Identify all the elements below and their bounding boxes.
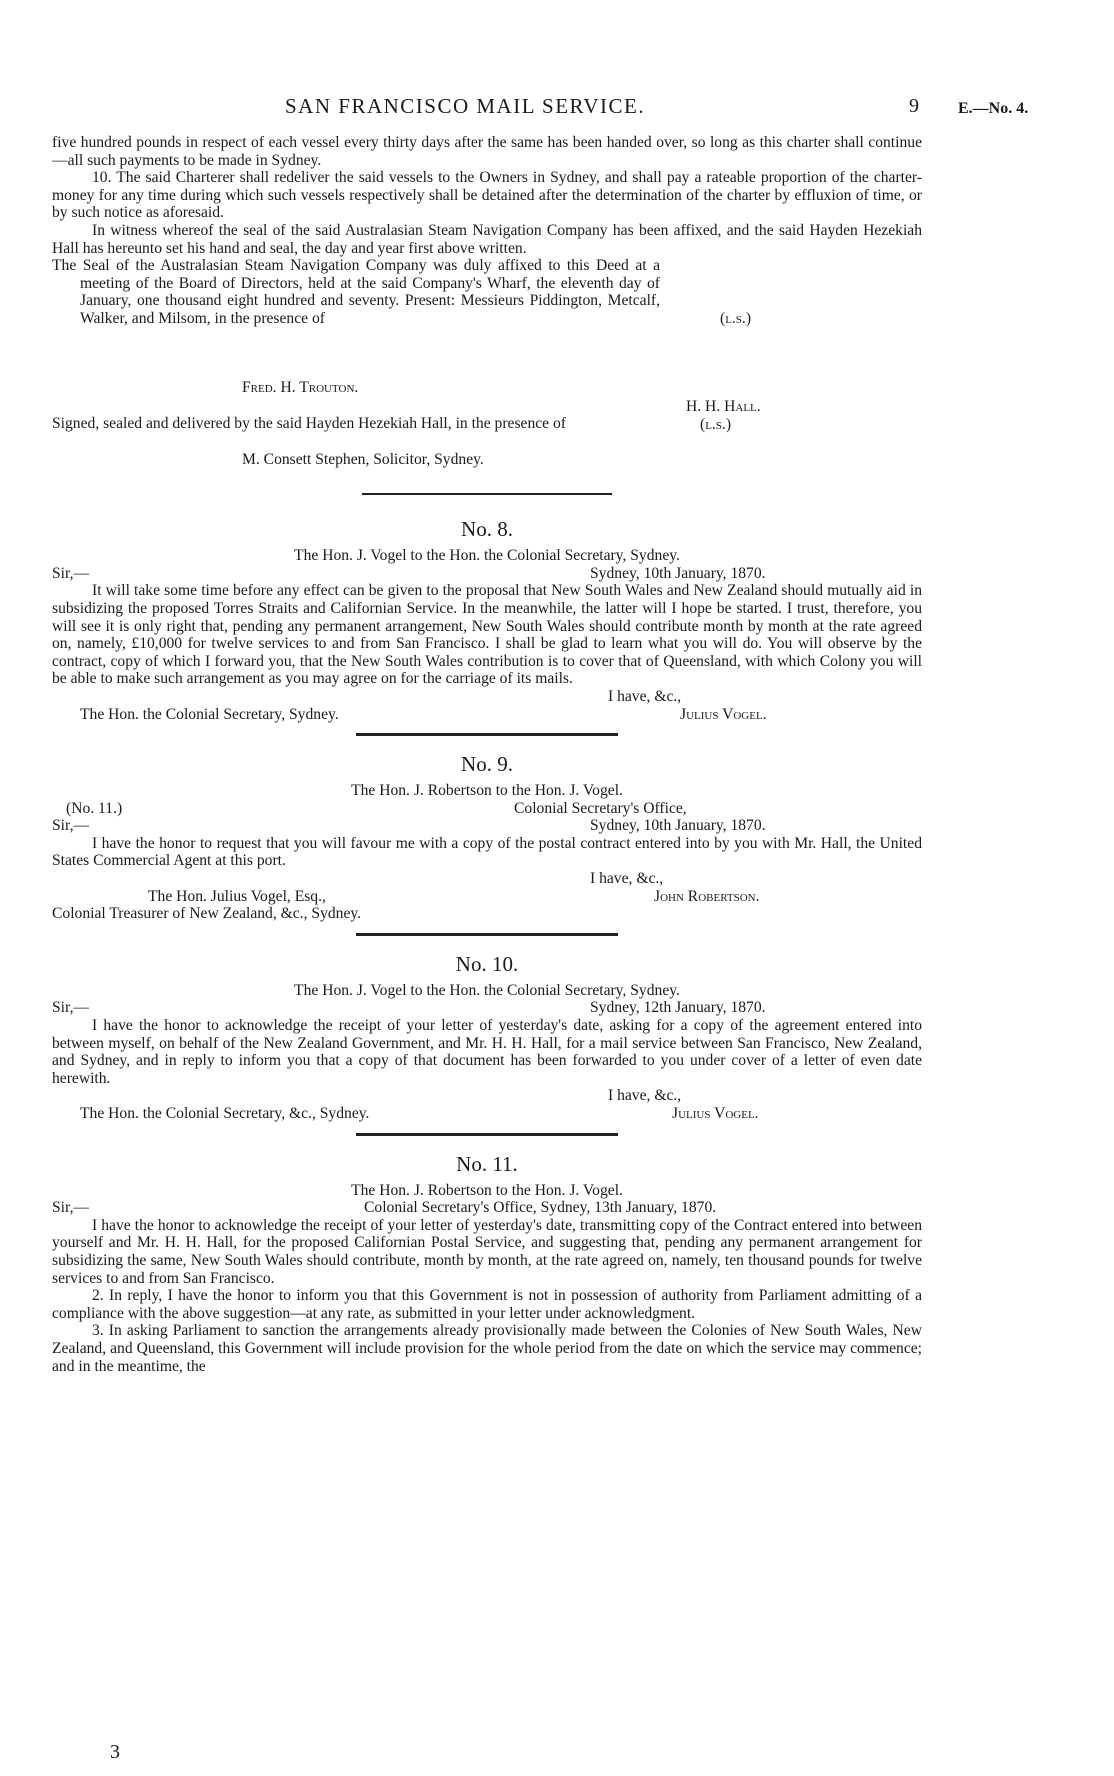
letter-heading: No. 10. xyxy=(455,951,519,976)
salutation: Sir,— xyxy=(52,564,90,582)
office: Colonial Secretary's Office, xyxy=(514,799,687,817)
letter-subhead: The Hon. J. Vogel to the Hon. the Colonial Secretary, Sydney. xyxy=(294,547,680,565)
letter-no-10 xyxy=(52,952,922,1123)
section-divider xyxy=(356,1133,618,1136)
salutation: Sir,— xyxy=(52,999,90,1017)
letter-subhead: The Hon. J. Robertson to the Hon. J. Vogel. xyxy=(351,1181,623,1199)
letter-body-para-1: I have the honor to acknowledge the receipt of your letter of yesterday's date, transmitting copy of the Contract entered into between yourself and Mr. H. H. Hall, for the proposed Californian Postal Service, and suggesting that, pending any permanent arrangement for subsidizing the same, New South Wales should contribute, month by month, at the rate agreed on, namely, ten thousand pounds for twelve services to and from San Francisco. xyxy=(52,1216,922,1287)
signed-witness: M. Consett Stephen, Solicitor, Sydney. xyxy=(242,451,484,469)
letter-subhead: The Hon. J. Vogel to the Hon. the Colonial Secretary, Sydney. xyxy=(294,981,680,999)
addressee: The Hon. the Colonial Secretary, &c., Sydney. xyxy=(80,1105,370,1122)
signature: John Robertson. xyxy=(654,887,760,905)
page-body xyxy=(52,134,922,1375)
letter-subhead: The Hon. J. Robertson to the Hon. J. Vogel. xyxy=(351,782,623,800)
page-header xyxy=(0,94,1114,124)
addressee: The Hon. the Colonial Secretary, Sydney. xyxy=(80,705,339,723)
closing: I have, &c., xyxy=(608,687,682,705)
addressee-line-2: Colonial Treasurer of New Zealand, &c., Sydney. xyxy=(52,905,362,923)
salutation: Sir,— xyxy=(52,1199,90,1217)
letter-heading: No. 8. xyxy=(461,517,513,542)
place-date: Sydney, 10th January, 1870. xyxy=(590,817,766,835)
paper-reference: E.—No. 4. xyxy=(958,100,1029,117)
deed-witness-clause: In witness whereof the seal of the said Australasian Steam Navigation Company has been affixed, and the said Hayden Hezekiah Hall has hereunto set his hand and seal, the day and year first above written. xyxy=(52,221,922,257)
letter-body-para-2: 2. In reply, I have the honor to inform you that this Government is not in possession of authority from Parliament admitting of a compliance with the above suggestion—at any rate, as submitted in your letter under acknowledgment. xyxy=(52,1287,922,1322)
section-divider xyxy=(362,493,612,495)
letter-number: (No. 11.) xyxy=(66,799,123,817)
letter-body-para-3: 3. In asking Parliament to sanction the arrangements already provisionally made between the Colonies of New South Wales, New Zealand, and Queensland, this Government will include provision for the whole period from the date on which the service may commence; and in the meantime, the xyxy=(52,1322,922,1375)
letter-body: I have the honor to request that you will favour me with a copy of the postal contract entered into by you with Mr. Hall, the United States Commercial Agent at this port. xyxy=(52,834,922,870)
seal-ls-1: (l.s.) xyxy=(720,310,752,328)
letter-body: I have the honor to acknowledge the receipt of your letter of yesterday's date, asking for a copy of the agreement entered into between myself, on behalf of the New Zealand Government, and Mr. H. H. Hall, for a mail service between San Francisco, New Zealand, and Sydney, and in reply to inform you that a copy of that document has been forwarded to you under cover of a letter of even date herewith. xyxy=(52,1017,922,1087)
letter-no-11 xyxy=(52,1152,922,1376)
signature: Julius Vogel. xyxy=(680,705,767,723)
seal-ls-2: (l.s.) xyxy=(700,416,732,434)
letter-body: It will take some time before any effect can be given to the proposal that New South Wales and New Zealand should mutually aid in subsidizing the proposed Torres Straits and Californian Service. In the meanwhile, the latter will I hope be started. I trust, therefore, you will see it is only right that, pending any permanent arrangement, New South Wales should contribute month by month at the rate agreed on, namely, £10,000 for twelve services to and from San Francisco. I shall be glad to learn what you will do. You will observe by the contract, copy of which I forward you, that the New South Wales contribution is to cover that of Queensland, with which Colony you will be able to make such arrangement as you may agree on for the carriage of its mails. xyxy=(52,582,922,688)
letter-heading: No. 9. xyxy=(461,752,513,777)
running-title: SAN FRANCISCO MAIL SERVICE. xyxy=(285,94,646,118)
deed-continuation: five hundred pounds in respect of each vessel every thirty days after the same has been handed over, so long as this charter shall continue—all such payments to be made in Sydney. xyxy=(52,134,922,169)
seal-text: The Seal of the Australasian Steam Navigation Company was duly affixed to this Deed at a meeting of the Board of Directors, held at the said Company's Wharf, the eleventh day of January, one thousand eight hundred and seventy. Present: Messieurs Piddington, Metcalf, Walker, and Milsom, in the presence of xyxy=(52,257,660,327)
place-date: Sydney, 12th January, 1870. xyxy=(590,999,766,1017)
page-number: 9 xyxy=(909,95,919,117)
signer-name: H. H. Hall. xyxy=(686,398,761,416)
seal-witness: Fred. H. Trouton. xyxy=(242,379,359,397)
closing: I have, &c., xyxy=(590,870,664,888)
addressee: The Hon. Julius Vogel, Esq., xyxy=(148,887,326,905)
letter-heading: No. 11. xyxy=(456,1151,518,1176)
closing: I have, &c., xyxy=(608,1087,682,1105)
salutation: Sir,— xyxy=(52,817,90,835)
seal-block xyxy=(52,257,922,479)
section-divider xyxy=(356,733,618,736)
signed-text: Signed, sealed and delivered by the said Hayden Hezekiah Hall, in the presence of xyxy=(52,415,566,433)
letter-no-8 xyxy=(52,517,922,723)
signature: Julius Vogel. xyxy=(672,1105,759,1122)
place-date: Sydney, 10th January, 1870. xyxy=(590,564,766,582)
signature-mark: 3 xyxy=(110,1741,120,1763)
deed-clause-10: 10. The said Charterer shall redeliver the said vessels to the Owners in Sydney, and shall pay a rateable proportion of the charter-money for any time during which such vessels respectively shall be detained after the determination of the charter by effluxion of time, or by such notice as aforesaid. xyxy=(52,169,922,222)
place-date: Colonial Secretary's Office, Sydney, 13th January, 1870. xyxy=(364,1199,717,1217)
section-divider xyxy=(356,933,618,936)
letter-no-9 xyxy=(52,752,922,923)
